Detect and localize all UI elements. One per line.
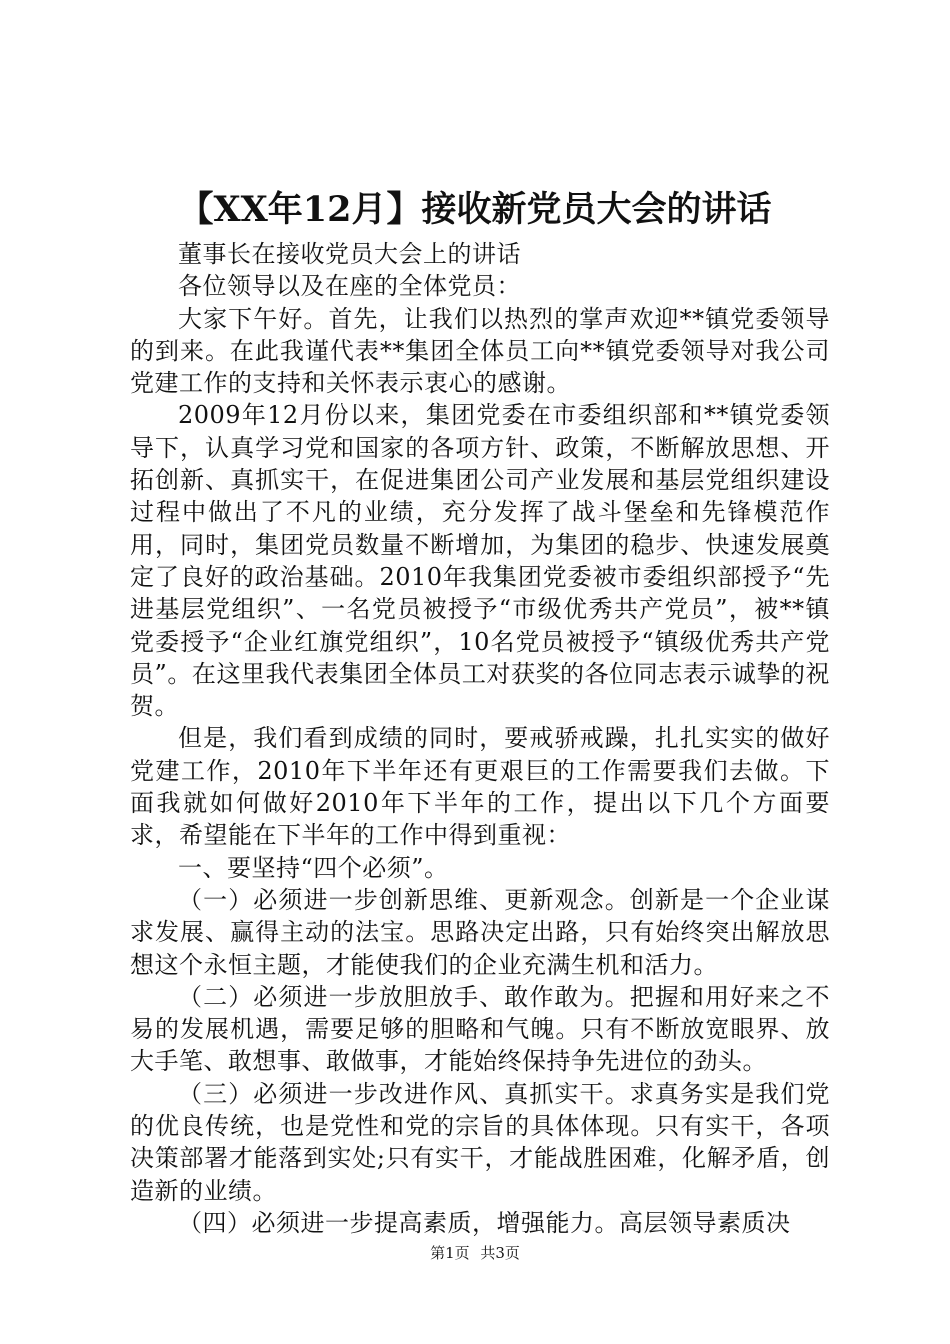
paragraph: （一）必须进一步创新思维、更新观念。创新是一个企业谋求发展、赢得主动的法宝。思路决定出路，只有始终突出解放思想这个永恒主题，才能使我们的企业充满生机和活力。 (130, 885, 830, 979)
paragraph: 2009年12月份以来，集团党委在市委组织部和**镇党委领导下，认真学习党和国家的各项方针、政策，不断解放思想、开拓创新、真抓实干，在促进集团公司产业发展和基层党组织建设过程中做出了不凡的业绩，充分发挥了战斗堡垒和先锋模范作用，同时，集团党员数量不断增加，为集团的稳步、快速发展奠定了良好的政治基础。2010年我集团党委被市委组织部授予“先进基层党组织”、一名党员被授予“市级优秀共产党员”，被**镇党委授予“企业红旗党组织”，10名党员被授予“镇级优秀共产党员”。在这里我代表集团全体员工对获奖的各位同志表示诚挚的祝贺。 (130, 401, 830, 721)
paragraph: （二）必须进一步放胆放手、敢作敢为。把握和用好来之不易的发展机遇，需要足够的胆略和气魄。只有不断放宽眼界、放大手笔、敢想事、敢做事，才能始终保持争先进位的劲头。 (130, 982, 830, 1076)
paragraph: （四）必须进一步提高素质，增强能力。高层领导素质决 (178, 1208, 791, 1237)
page-number: 第1页 (430, 1244, 470, 1262)
document-body (130, 238, 830, 1239)
paragraph: 但是，我们看到成绩的同时，要戒骄戒躁，扎扎实实的做好党建工作，2010年下半年还有更艰巨的工作需要我们去做。下面我就如何做好2010年下半年的工作，提出以下几个方面要求，希望能在下半年的工作中得到重视： (130, 724, 830, 850)
paragraph: （三）必须进一步改进作风、真抓实干。求真务实是我们党的优良传统，也是党性和党的宗旨的具体体现。只有实干，各项决策部署才能落到实处;只有实干，才能战胜困难，化解矛盾，创造新的业绩。 (130, 1079, 830, 1205)
paragraph: 一、要坚持“四个必须”。 (178, 853, 449, 882)
page-footer (0, 1243, 950, 1263)
paragraph: 各位领导以及在座的全体党员： (178, 272, 521, 301)
paragraph: 大家下午好。首先，让我们以热烈的掌声欢迎**镇党委领导的到来。在此我谨代表**集团全体员工向**镇党委领导对我公司党建工作的支持和关怀表示衷心的感谢。 (130, 304, 830, 398)
document-title: 【XX年12月】接收新党员大会的讲话 (178, 189, 772, 230)
paragraph: 董事长在接收党员大会上的讲话 (178, 240, 521, 268)
page-total: 共3页 (480, 1244, 520, 1262)
